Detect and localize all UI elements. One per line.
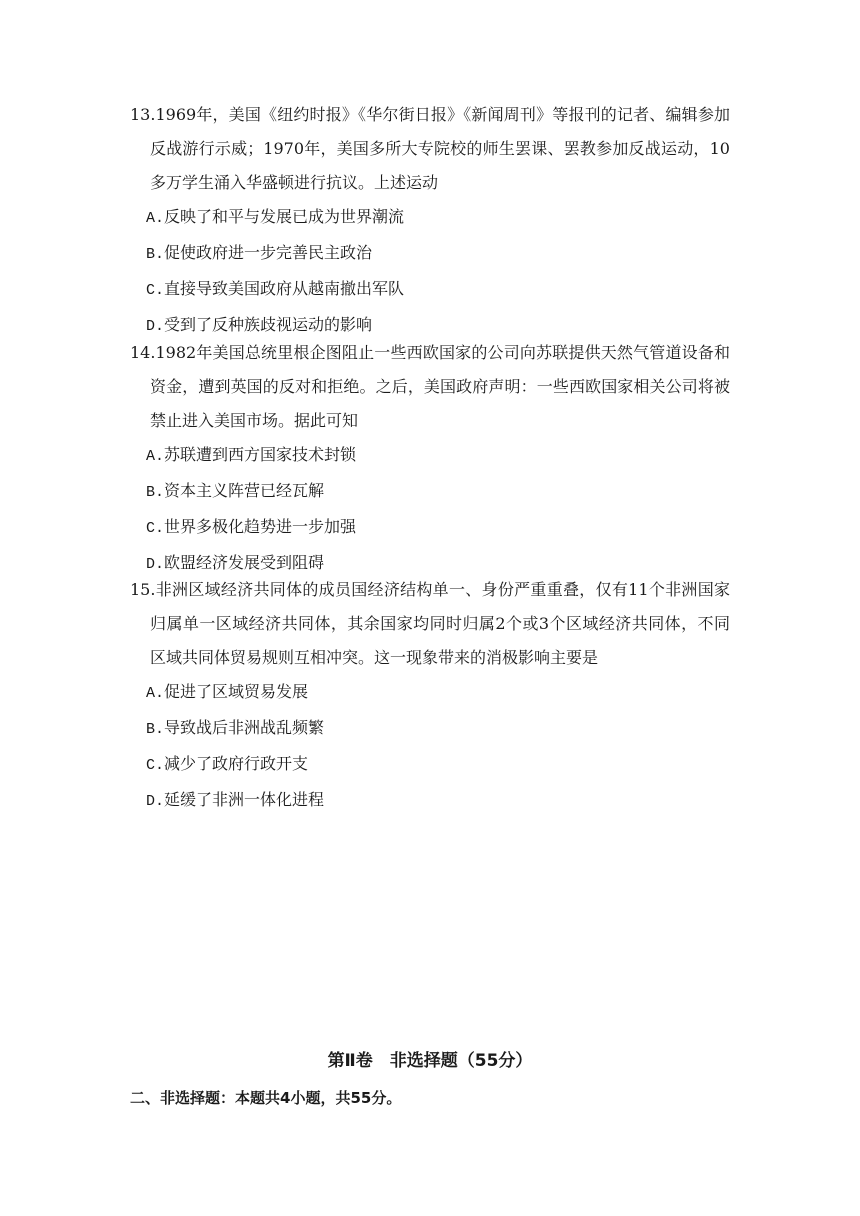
option-letter: B. <box>146 246 165 263</box>
option-text: 反映了和平与发展已成为世界潮流 <box>164 207 405 226</box>
section-instruction: 二、非选择题：本题共4小题，共55分。 <box>130 1089 402 1107</box>
option-letter: A. <box>146 685 165 702</box>
option-letter: C. <box>146 282 165 299</box>
option-text: 延缓了非洲一体化进程 <box>164 790 325 809</box>
option-list <box>130 200 730 344</box>
option-text: 受到了反种族歧视运动的影响 <box>164 315 373 334</box>
option-letter: A. <box>146 448 165 465</box>
question-14 <box>130 336 730 582</box>
option-text: 欧盟经济发展受到阻碍 <box>164 553 325 572</box>
question-13 <box>130 98 730 344</box>
option-c <box>130 510 730 546</box>
question-number: 15. <box>130 580 156 599</box>
question-number: 14. <box>130 343 156 362</box>
option-letter: D. <box>146 318 165 335</box>
question-text: 1982年美国总统里根企图阻止一些西欧国家的公司向苏联提供天然气管道设备和资金，遭到英国的反对和拒绝。之后，美国政府声明：一些西欧国家相关公司将被禁止进入美国市场。据此可知 <box>150 343 730 430</box>
question-text: 1969年，美国《纽约时报》《华尔街日报》《新闻周刊》等报刊的记者、编辑参加反战游行示威；1970年，美国多所大专院校的师生罢课、罢教参加反战运动，10多万学生涌入华盛顿进行抗议。上述运动 <box>150 105 730 192</box>
option-text: 资本主义阵营已经瓦解 <box>164 481 325 500</box>
option-text: 苏联遭到西方国家技术封锁 <box>164 445 357 464</box>
option-letter: D. <box>146 556 165 573</box>
option-letter: B. <box>146 721 165 738</box>
option-a <box>130 438 730 474</box>
option-letter: B. <box>146 484 165 501</box>
option-b <box>130 711 730 747</box>
question-text: 非洲区域经济共同体的成员国经济结构单一、身份严重重叠，仅有11个非洲国家归属单一区域经济共同体，其余国家均同时归属2个或3个区域经济共同体，不同区域共同体贸易规则互相冲突。这一现象带来的消极影响主要是 <box>150 580 730 667</box>
option-a <box>130 200 730 236</box>
option-letter: A. <box>146 210 165 227</box>
question-stem <box>130 573 730 675</box>
option-text: 促使政府进一步完善民主政治 <box>164 243 373 262</box>
option-d <box>130 783 730 819</box>
option-text: 导致战后非洲战乱频繁 <box>164 718 325 737</box>
option-letter: C. <box>146 757 165 774</box>
option-list <box>130 675 730 819</box>
option-list <box>130 438 730 582</box>
option-text: 促进了区域贸易发展 <box>164 682 309 701</box>
option-b <box>130 236 730 272</box>
option-c <box>130 747 730 783</box>
question-stem <box>130 336 730 438</box>
option-letter: C. <box>146 520 165 537</box>
question-15 <box>130 573 730 819</box>
section-title: 第Ⅱ卷 非选择题（55分） <box>327 1051 533 1071</box>
option-text: 直接导致美国政府从越南撤出军队 <box>164 279 405 298</box>
option-text: 减少了政府行政开支 <box>164 754 309 773</box>
option-b <box>130 474 730 510</box>
question-number: 13. <box>130 105 156 124</box>
option-a <box>130 675 730 711</box>
option-c <box>130 272 730 308</box>
option-letter: D. <box>146 793 165 810</box>
question-stem <box>130 98 730 200</box>
option-text: 世界多极化趋势进一步加强 <box>164 517 357 536</box>
